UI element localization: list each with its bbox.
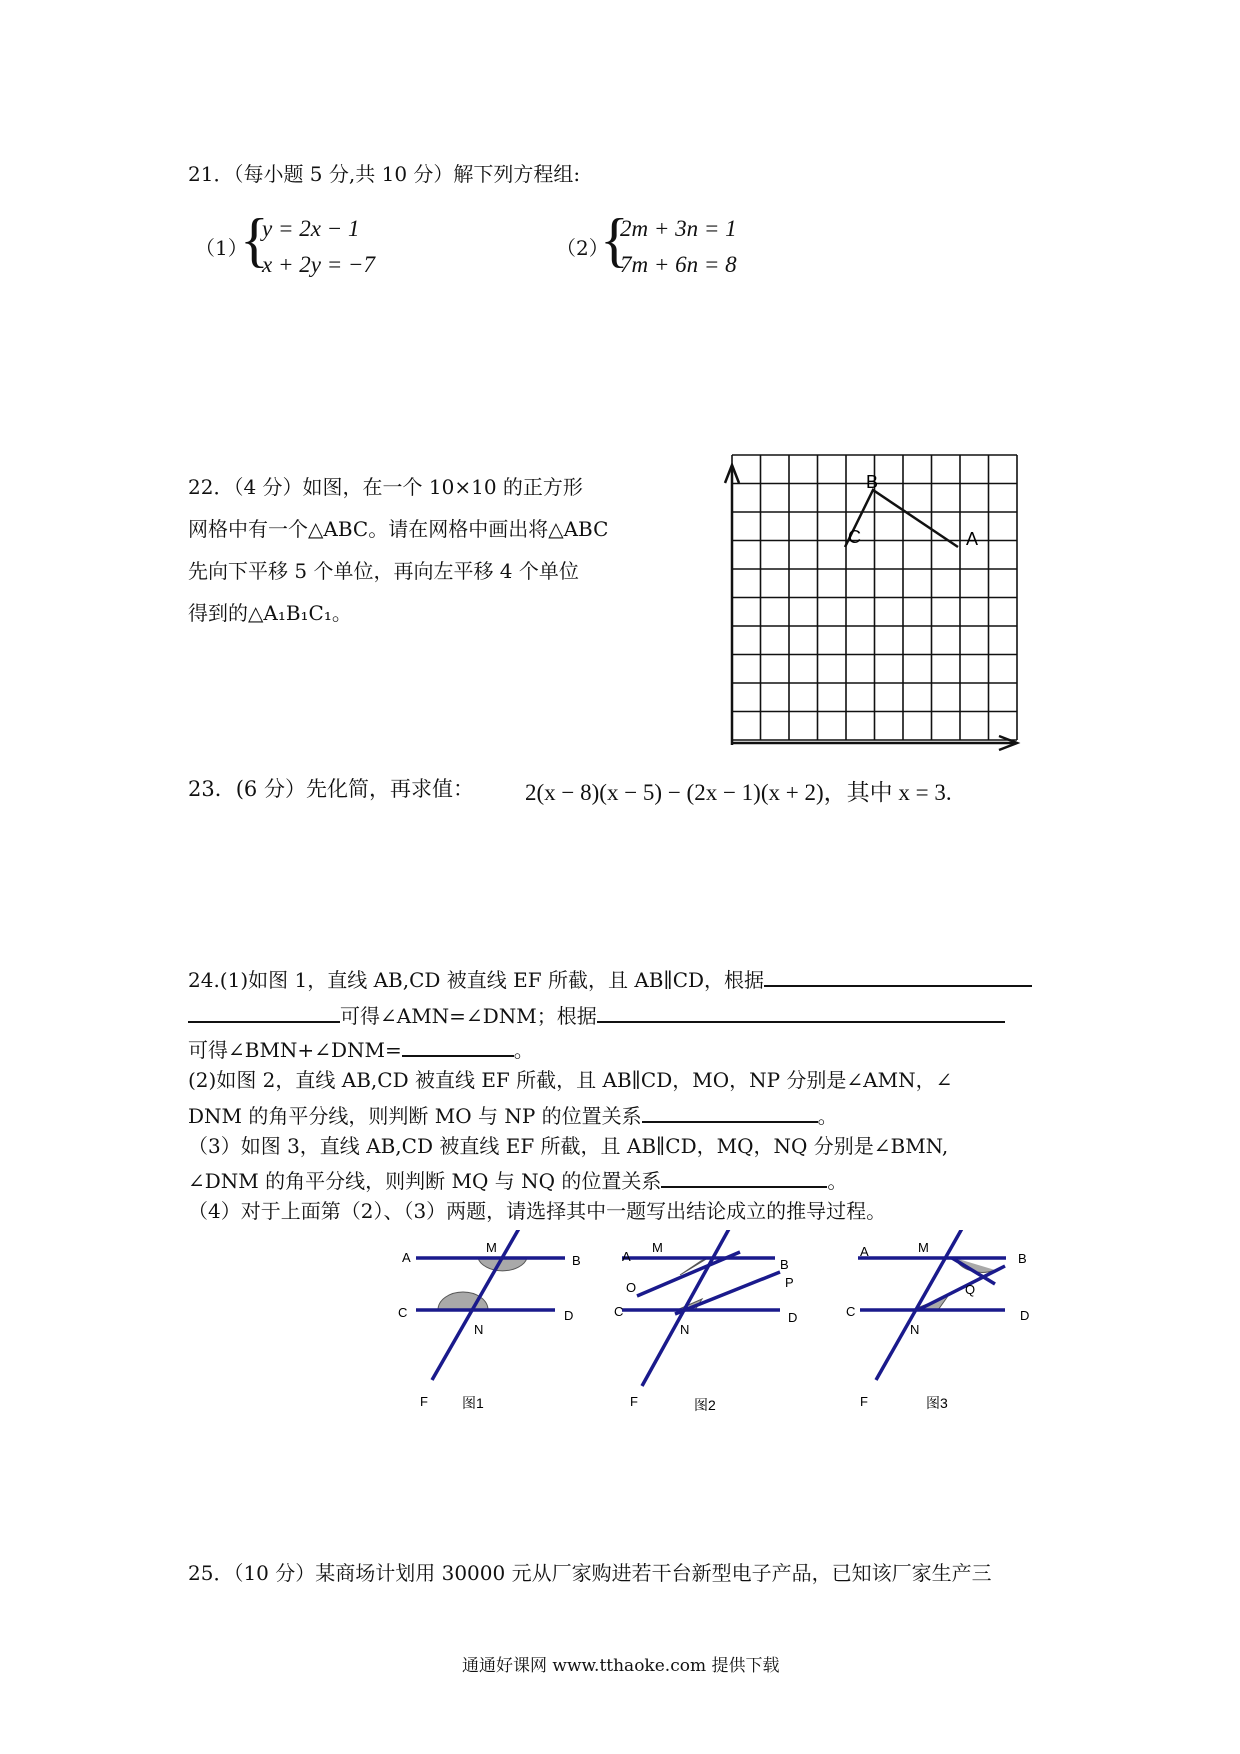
q24-line6: （3）如图 3，直线 AB,CD 被直线 EF 所截，且 AB∥CD，MQ，NQ 分别是∠BMN,: [188, 1134, 949, 1158]
triangle-abc: [845, 490, 958, 547]
q21-part1-eq1: y = 2x − 1: [262, 216, 360, 241]
q24-line1: 24.(1)如图 1，直线 AB,CD 被直线 EF 所截，且 AB∥CD，根据: [188, 965, 1032, 993]
fig2-caption: 图2: [694, 1397, 716, 1413]
triangle-label-b: B: [866, 472, 879, 492]
q21-part2-eq1: 2m + 3n = 1: [620, 216, 737, 241]
grid-lines: [732, 455, 1017, 740]
fig2-bisector-np: [675, 1272, 780, 1314]
q24-line5: DNM 的角平分线，则判断 MO 与 NP 的位置关系 。: [188, 1101, 838, 1129]
triangle-label-c: C: [848, 527, 861, 547]
q21-part1-label: （1）: [195, 236, 248, 260]
q24-blank-6[interactable]: [661, 1166, 827, 1188]
fig1-label-m: M: [486, 1240, 497, 1255]
q24-figures: [390, 1230, 1070, 1430]
q22-line4: 得到的△A₁B₁C₁。: [188, 601, 352, 625]
fig1-label-n: N: [474, 1322, 484, 1337]
q21-part2-brace: {: [600, 207, 629, 273]
fig2-label-p: P: [785, 1275, 794, 1290]
q25-text: 25．（10 分）某商场计划用 30000 元从厂家购进若干台新型电子产品，已知该厂家生产三: [188, 1561, 992, 1585]
figure-2: [614, 1230, 797, 1413]
fig1-label-b: B: [572, 1253, 581, 1268]
fig2-label-f: F: [630, 1394, 638, 1409]
footer-credit: 通通好课网 www.tthaoke.com 提供下载: [462, 1656, 780, 1676]
q22-line2: 网格中有一个△ABC。请在网格中画出将△ABC: [188, 517, 609, 541]
q21-part2-label: （2）: [556, 236, 609, 260]
q24-blank-2[interactable]: [188, 1001, 340, 1023]
figure-3: [846, 1230, 1029, 1411]
q24-line3: 可得∠BMN+∠DNM= 。: [188, 1035, 534, 1063]
figure-1: [398, 1230, 581, 1411]
fig3-bisector-nq: [918, 1266, 1005, 1310]
fig3-label-a: A: [860, 1244, 869, 1259]
q24-blank-3[interactable]: [597, 1001, 1005, 1023]
fig3-label-b: B: [1018, 1251, 1027, 1266]
q22-line3: 先向下平移 5 个单位，再向左平移 4 个单位: [188, 559, 579, 583]
fig3-label-c: C: [846, 1304, 856, 1319]
fig2-label-d: D: [788, 1310, 798, 1325]
fig3-caption: 图3: [926, 1395, 948, 1411]
q21-part2-eq2: 7m + 6n = 8: [620, 252, 737, 277]
fig1-label-d: D: [564, 1308, 574, 1323]
fig2-label-b: B: [780, 1257, 789, 1272]
fig3-label-n: N: [910, 1322, 920, 1337]
triangle-label-a: A: [966, 529, 979, 549]
fig1-caption: 图1: [462, 1395, 484, 1411]
q21-title: 21．（每小题 5 分,共 10 分）解下列方程组:: [188, 162, 581, 186]
q24-line2: 可得∠AMN=∠DNM；根据: [188, 1001, 1005, 1029]
q23-expression: 2(x − 8)(x − 5) − (2x − 1)(x + 2)，其中 x = 3.: [525, 780, 952, 805]
fig2-label-o: O: [626, 1280, 637, 1295]
fig1-label-a: A: [402, 1250, 411, 1265]
q21-part1-brace: {: [240, 207, 269, 273]
fig2-label-c: C: [614, 1304, 624, 1319]
grid-figure: [715, 445, 1035, 755]
fig3-label-f: F: [860, 1394, 868, 1409]
q24-line8: （4）对于上面第（2）、（3）两题，请选择其中一题写出结论成立的推导过程。: [188, 1199, 887, 1223]
fig2-label-n: N: [680, 1322, 690, 1337]
q24-line7: ∠DNM 的角平分线，则判断 MQ 与 NQ 的位置关系 。: [188, 1166, 847, 1194]
fig2-label-m: M: [652, 1240, 663, 1255]
q24-blank-4[interactable]: [402, 1035, 514, 1057]
q21-part1-eq2: x + 2y = −7: [262, 252, 375, 277]
fig3-label-q: Q: [965, 1282, 976, 1297]
q24-line4: (2)如图 2，直线 AB,CD 被直线 EF 所截，且 AB∥CD，MO，NP 分别是∠AMN，∠: [188, 1068, 953, 1092]
q24-blank-1[interactable]: [764, 965, 1032, 987]
fig3-label-d: D: [1020, 1308, 1030, 1323]
fig2-label-a: A: [622, 1249, 631, 1264]
fig1-label-c: C: [398, 1305, 408, 1320]
q23-text: 23．(6 分）先化简，再求值：: [188, 777, 474, 801]
q24-blank-5[interactable]: [642, 1101, 818, 1123]
q22-line1: 22．（4 分）如图，在一个 10×10 的正方形: [188, 475, 583, 499]
fig1-label-f: F: [420, 1394, 428, 1409]
fig3-label-m: M: [918, 1240, 929, 1255]
